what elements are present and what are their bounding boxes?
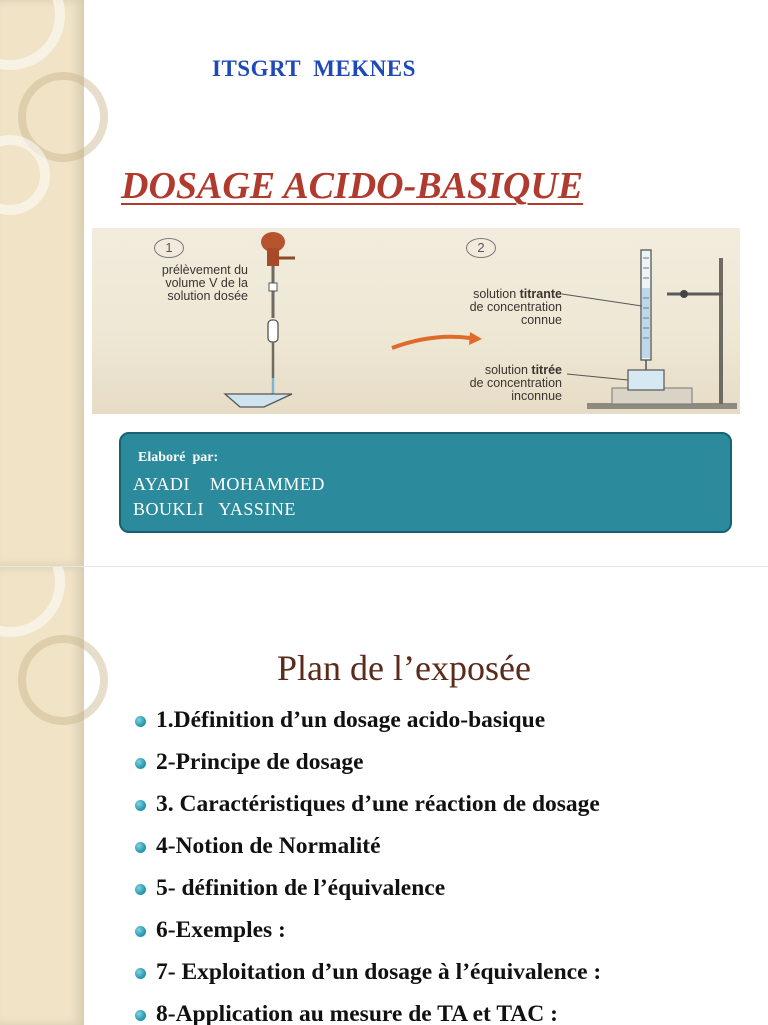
outline-item: 4-Notion de Normalité (131, 825, 601, 867)
burette-stand-drawing (562, 250, 737, 409)
process-arrow (392, 337, 470, 348)
author-name-1: AYADI MOHAMMED (133, 474, 325, 494)
bullet-icon (135, 968, 146, 979)
bullet-icon (135, 842, 146, 853)
outline-item: 7- Exploitation d’un dosage à l’équivalence : (131, 951, 601, 993)
outline-list (131, 699, 601, 1025)
outline-item: 3. Caractéristiques d’une réaction de dosage (131, 783, 601, 825)
decorative-side-panel (0, 567, 84, 1025)
step-1-caption: prélèvement du volume V de la solution dosée (161, 263, 248, 303)
decorative-swirl (0, 566, 65, 637)
bullet-icon (135, 758, 146, 769)
school-name: ITSGRT MEKNES (212, 56, 416, 81)
step-1-number: 1 (154, 238, 184, 258)
outline-title: Plan de l’exposée (277, 648, 531, 688)
bullet-icon (135, 1010, 146, 1021)
outline-item: 2-Principe de dosage (131, 741, 601, 783)
titration-illustration (92, 228, 740, 414)
decorative-swirl (18, 635, 108, 725)
outline-item: 5- définition de l’équivalence (131, 867, 601, 909)
titree-caption: solution titrée de concentration inconnue (469, 363, 562, 403)
bullet-icon (135, 884, 146, 895)
authors-label: Elaboré par: (138, 450, 219, 465)
outline-slide (0, 566, 768, 1025)
pipette-drawing (225, 232, 295, 407)
decorative-swirl (0, 0, 65, 70)
decorative-side-panel (0, 0, 84, 566)
outline-item: 6-Exemples : (131, 909, 601, 951)
bullet-icon (135, 800, 146, 811)
slide-title: DOSAGE ACIDO-BASIQUE (121, 165, 584, 207)
bullet-icon (135, 716, 146, 727)
outline-item: 8-Application au mesure de TA et TAC : (131, 993, 601, 1025)
authors-box (119, 432, 732, 533)
titrant-caption: solution titrante de concentration connue (469, 287, 562, 327)
author-name-2: BOUKLI YASSINE (133, 499, 296, 519)
outline-item: 1.Définition d’un dosage acido-basique (131, 699, 601, 741)
step-2-number: 2 (466, 238, 496, 258)
bullet-icon (135, 926, 146, 937)
